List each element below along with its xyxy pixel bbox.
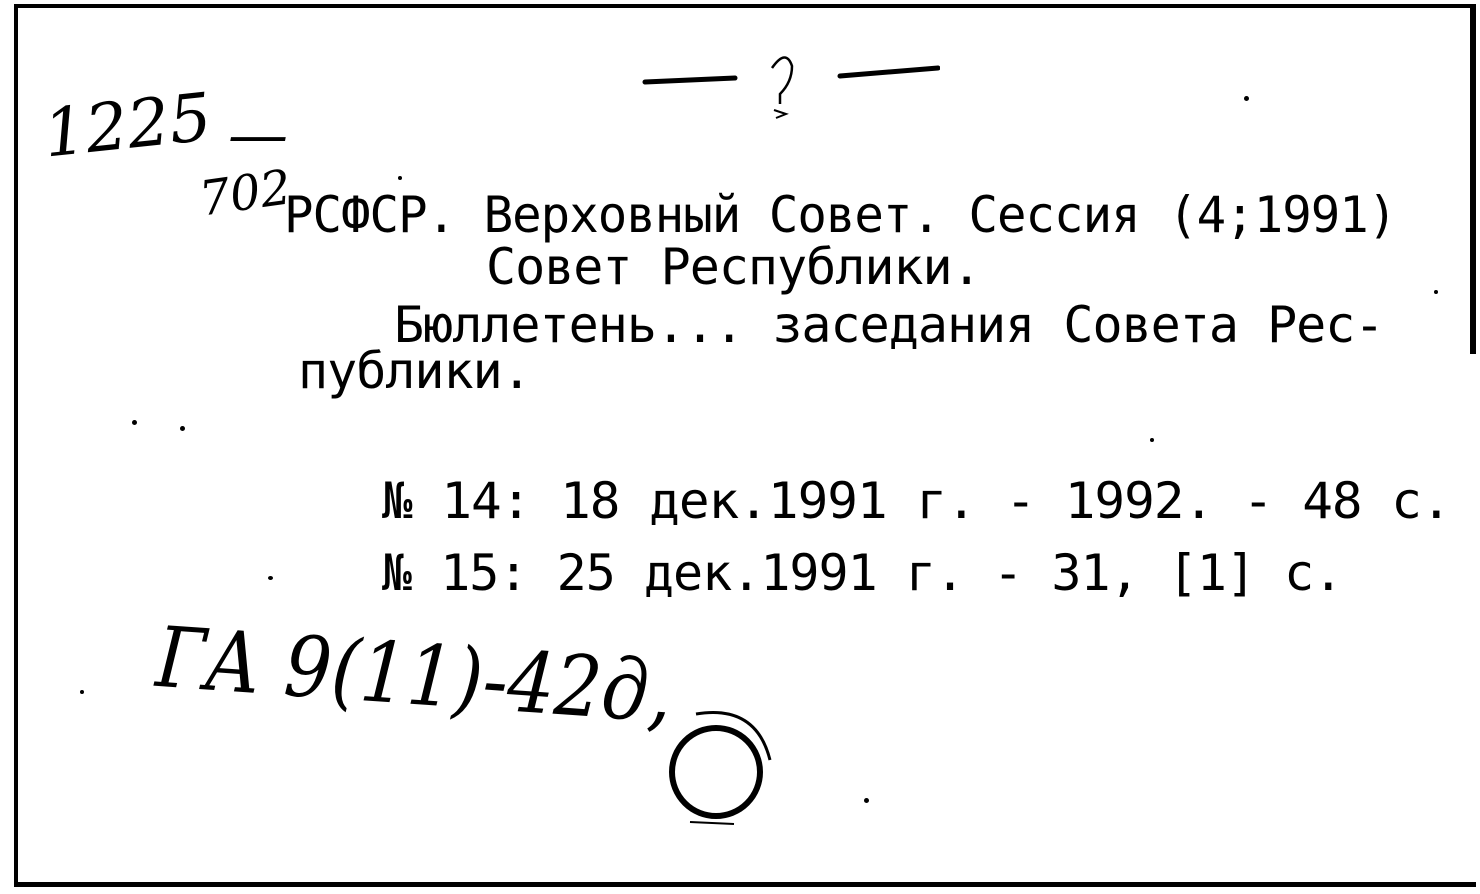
scan-speck — [132, 420, 137, 425]
card-border-bottom — [14, 882, 1476, 887]
card-heading-line1: РСФСР. Верховный Совет. Сессия (4;1991) — [284, 186, 1397, 244]
scan-speck — [864, 798, 869, 803]
stamp-circle — [660, 700, 780, 830]
scan-speck — [268, 576, 273, 580]
scan-speck — [180, 426, 185, 431]
scan-speck — [80, 690, 84, 694]
shelf-number: 1225 — [40, 78, 216, 173]
issue-14: № 14: 18 дек.1991 г. - 1992. - 48 с. — [382, 472, 1451, 530]
scan-speck — [1150, 438, 1154, 442]
card-heading-line2: Совет Республики. — [486, 238, 981, 296]
handwritten-code: ГА 9(11)-42д, — [153, 608, 676, 742]
top-question-mark — [640, 48, 940, 128]
card-border-top — [14, 4, 1476, 8]
card-title-line2: публики. — [298, 342, 531, 400]
issue-15: № 15: 25 дек.1991 г. - 31, [1] с. — [382, 544, 1343, 602]
card-border-right — [1470, 4, 1476, 354]
scan-speck — [398, 176, 402, 180]
scan-speck — [1434, 290, 1438, 294]
card-border-left — [14, 4, 18, 884]
scan-speck — [1244, 96, 1249, 101]
sub-number: 702 — [196, 159, 295, 228]
card-title-line1: Бюллетень... заседания Совета Рес- — [394, 296, 1384, 354]
shelf-number-dash: — — [228, 100, 288, 170]
